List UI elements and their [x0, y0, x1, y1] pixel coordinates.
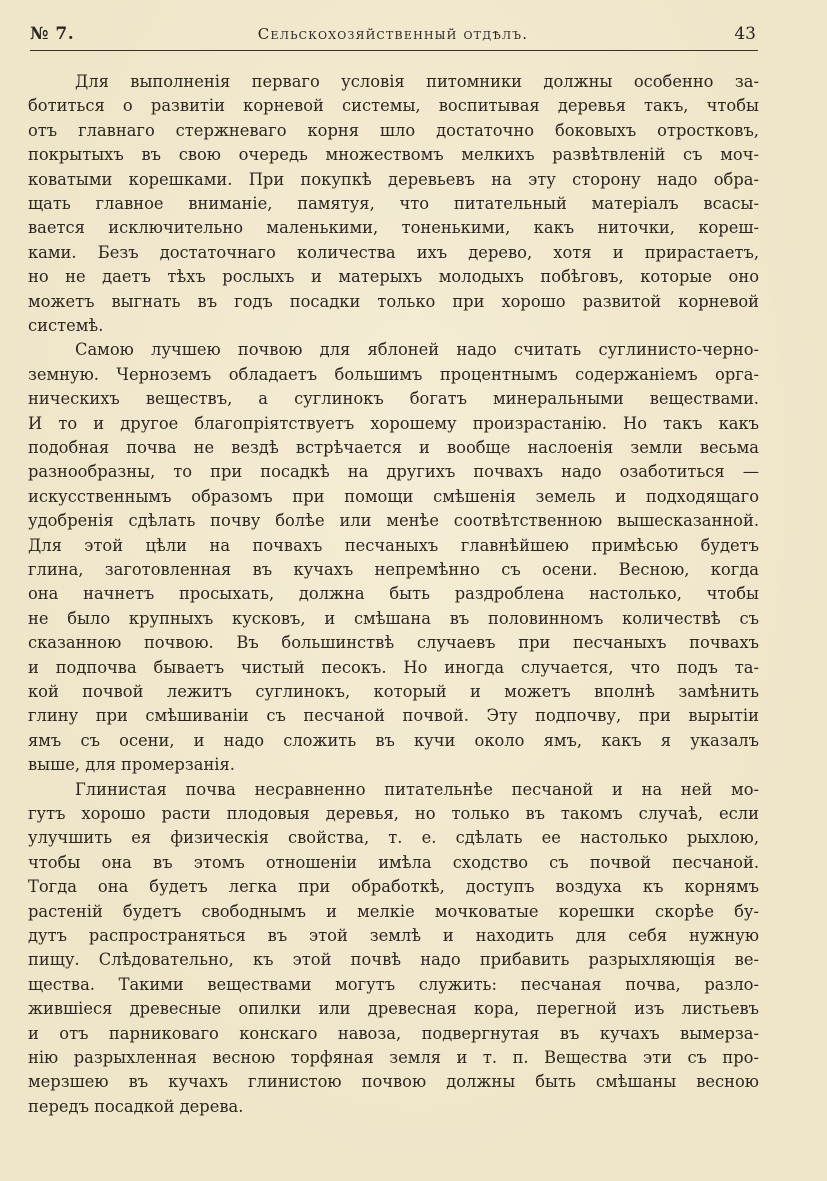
text-line: земную. Черноземъ обладаетъ большимъ процентнымъ содержаніемъ орга-: [28, 364, 759, 384]
text-line: глину при смѣшиваніи съ песчаной почвой. Эту подпочву, при вырытіи: [28, 706, 759, 726]
text-line: растеній будетъ свободнымъ и мелкіе мочковатые корешки скорѣе бу-: [28, 901, 759, 921]
text-line: передъ посадкой дерева.: [28, 1096, 244, 1116]
text-line: Тогда она будетъ легка при обработкѣ, доступъ воздуха къ корнямъ: [28, 877, 759, 897]
text-line: ническихъ веществъ, а суглинокъ богатъ минеральными веществами.: [28, 389, 759, 409]
text-line: удобренія сдѣлать почву болѣе или менѣе соотвѣтственною вышесказанной.: [28, 511, 759, 531]
text-line: кой почвой лежитъ суглинокъ, который и можетъ вполнѣ замѣнить: [28, 682, 759, 701]
issue-number: № 7.: [30, 24, 75, 44]
text-line: выше, для промерзанія.: [28, 755, 235, 775]
text-line: улучшить ея физическія свойства, т. е. сдѣлать ее настолько рыхлою,: [28, 828, 759, 848]
text-line: и отъ парниковаго конскаго навоза, подвергнутая въ кучахъ вымерза-: [28, 1023, 759, 1043]
text-line: ботиться о развитіи корневой системы, воспитывая деревья такъ, чтобы: [28, 96, 759, 116]
text-line: чтобы она въ этомъ отношеніи имѣла сходство съ почвой песчаной.: [28, 852, 759, 872]
text-line: нію разрыхленная весною торфяная земля и т. п. Вещества эти съ про-: [28, 1048, 759, 1067]
text-line: можетъ выгнать въ годъ посадки только при хорошо развитой корневой: [28, 291, 759, 311]
text-line: ямъ съ осени, и надо сложить въ кучи около ямъ, какъ я указалъ: [28, 730, 759, 750]
text-line: системѣ.: [28, 316, 104, 335]
text-line: покрытыхъ въ свою очередь множествомъ мелкихъ развѣтвленій съ моч-: [28, 145, 759, 165]
text-line: пищу. Слѣдовательно, къ этой почвѣ надо прибавить разрыхляющія ве-: [28, 950, 759, 970]
text-line: разнообразны, то при посадкѣ на другихъ почвахъ надо озаботиться —: [28, 462, 759, 482]
text-line: не было крупныхъ кусковъ, и смѣшана въ половинномъ количествѣ съ: [28, 608, 759, 628]
text-line: Для выполненія перваго условія питомники должны особенно за-: [75, 72, 759, 91]
text-line: жившіеся древесные опилки или древесная кора, перегной изъ листьевъ: [28, 999, 759, 1019]
text-line: Для этой цѣли на почвахъ песчаныхъ главнѣйшею примѣсью будетъ: [28, 535, 759, 555]
text-line: коватыми корешками. При покупкѣ деревьевъ на эту сторону надо обра-: [28, 169, 759, 189]
text-line: щества. Такими веществами могутъ служить: песчаная почва, разло-: [28, 974, 759, 994]
text-line: Глинистая почва несравненно питательнѣе песчаной и на ней мо-: [75, 779, 759, 799]
text-line: но не даетъ тѣхъ рослыхъ и матерыхъ молодыхъ побѣговъ, которые оно: [28, 267, 759, 287]
text-line: и подпочва бываетъ чистый песокъ. Но иногда случается, что подъ та-: [28, 657, 759, 677]
page-number: 43: [734, 24, 756, 44]
text-line: щать главное вниманіе, памятуя, что питательный матеріалъ всасы-: [28, 194, 759, 213]
text-line: отъ главнаго стержневаго корня шло достаточно боковыхъ отростковъ,: [28, 120, 759, 140]
text-line: подобная почва не вездѣ встрѣчается и вообще наслоенія земли весьма: [28, 438, 759, 457]
text-line: она начнетъ просыхать, должна быть раздроблена настолько, чтобы: [28, 584, 759, 604]
text-line: ками. Безъ достаточнаго количества ихъ дерево, хотя и прирастаетъ,: [28, 242, 759, 262]
text-line: сказанною почвою. Въ большинствѣ случаевъ при песчаныхъ почвахъ: [28, 633, 759, 653]
text-line: гутъ хорошо расти плодовыя деревья, но только въ такомъ случаѣ, если: [28, 804, 759, 823]
text-line: глина, заготовленная въ кучахъ непремѣнно съ осени. Весною, когда: [28, 560, 759, 579]
text-line: И то и другое благопріятствуетъ хорошему произрастанію. Но такъ какъ: [28, 413, 759, 433]
text-line: дутъ распространяться въ этой землѣ и находить для себя нужную: [28, 926, 759, 945]
running-header: [30, 24, 756, 46]
header-rule: [30, 50, 758, 51]
section-title: Сельскохозяйственный отдѣлъ.: [257, 25, 529, 43]
text-line: искусственнымъ образомъ при помощи смѣшенія земель и подходящаго: [28, 486, 759, 506]
text-line: вается исключительно маленькими, тоненькими, какъ ниточки, кореш-: [28, 218, 759, 238]
text-line: Самою лучшею почвою для яблоней надо считать суглинисто-черно-: [75, 340, 759, 360]
text-line: мерзшею въ кучахъ глинистою почвою должны быть смѣшаны весною: [28, 1072, 759, 1092]
